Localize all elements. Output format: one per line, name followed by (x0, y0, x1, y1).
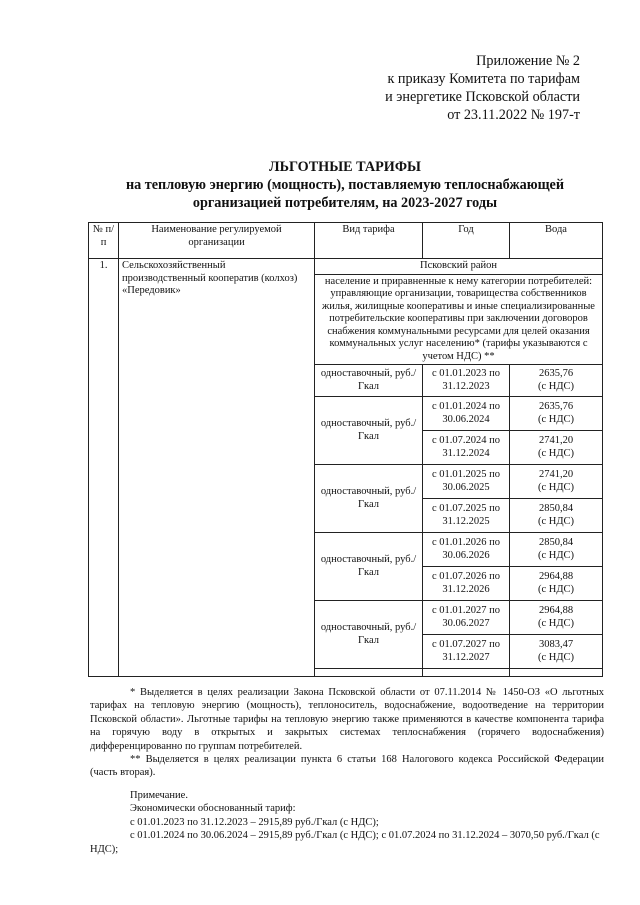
vat-label: (с НДС) (537, 651, 575, 663)
tariff-value: 2850,84 (538, 503, 574, 514)
period-cell: с 01.07.2026 по 31.12.2026 (423, 567, 510, 601)
value-cell (510, 601, 603, 635)
title-line-1: ЛЬГОТНЫЕ ТАРИФЫ (269, 159, 421, 175)
appendix-line-1: Приложение № 2 (476, 53, 580, 69)
table-row (89, 259, 603, 275)
vat-label: (с НДС) (537, 617, 575, 629)
header-type: Вид тарифа (315, 223, 423, 259)
tariff-value: 2635,76 (538, 368, 574, 379)
value-cell (510, 499, 603, 533)
appendix-line-2: к приказу Комитета по тарифам (387, 71, 580, 87)
tariff-value: 2741,20 (538, 469, 574, 480)
value-cell (510, 431, 603, 465)
remark-section (90, 789, 604, 856)
header-water: Вода (510, 223, 603, 259)
tariff-value: 2964,88 (538, 605, 574, 616)
title-line-3: организацией потребителям, на 2023-2027 годы (192, 195, 498, 211)
vat-label: (с НДС) (537, 447, 575, 459)
row-number: 1. (89, 259, 119, 677)
tariff-table (88, 222, 603, 677)
remark-line-2: с 01.01.2023 по 31.12.2023 – 2915,89 руб./Гкал (с НДС); (130, 816, 379, 828)
footnotes (90, 686, 604, 780)
remark-heading: Примечание. (130, 790, 188, 801)
tariff-type-cell: одноставочный, руб./Гкал (315, 465, 423, 533)
value-cell (510, 635, 603, 669)
period-cell: с 01.01.2026 по 30.06.2026 (423, 533, 510, 567)
district-cell: Псковский район (315, 259, 603, 275)
appendix-line-4: от 23.11.2022 № 197-т (447, 107, 580, 123)
tariff-value: 2850,84 (538, 537, 574, 548)
period-cell: с 01.01.2025 по 30.06.2025 (423, 465, 510, 499)
vat-label: (с НДС) (537, 380, 575, 392)
vat-label: (с НДС) (537, 515, 575, 527)
header-num: № п/п (89, 223, 119, 259)
value-cell (510, 397, 603, 431)
title-line-2: на тепловую энергию (мощность), поставляемую теплоснабжающей (125, 177, 565, 193)
footnote-1: * Выделяется в целях реализации Закона Псковской области от 07.11.2014 № 1450-ОЗ «О льготных тарифах на тепловую энергию (мощность), теплоноситель, водоснабжение, водоотведение на территории Псковской области». Льготные тарифы на тепловую энергию также применяются в качестве компонента тарифа на горячую воду в открытых и закрытых системах теплоснабжения (горячего водоснабжения) дифференцированно по группам потребителей. (90, 687, 604, 752)
spacer-cell (315, 669, 423, 677)
period-cell: с 01.01.2027 по 30.06.2027 (423, 601, 510, 635)
vat-label: (с НДС) (537, 583, 575, 595)
tariff-type-cell: одноставочный, руб./Гкал (315, 365, 423, 397)
tariff-value: 2741,20 (538, 435, 574, 446)
appendix-header (330, 52, 580, 124)
value-cell (510, 465, 603, 499)
value-cell (510, 567, 603, 601)
tariff-value: 3083,47 (538, 639, 574, 650)
tariff-value: 2964,88 (538, 571, 574, 582)
tariff-type-cell: одноставочный, руб./Гкал (315, 397, 423, 465)
spacer-cell (510, 669, 603, 677)
vat-label: (с НДС) (537, 413, 575, 425)
consumer-group-cell: население и приравненные к нему категории потребителей: управляющие организации, товарищества собственников жилья, жилищные кооперативы и иные специализированные потребительские кооперативы при заключении договоров снабжения коммунальными ресурсами для целей оказания коммунальных услуг населению* (тарифы указываются с учетом НДС) ** (315, 274, 603, 365)
spacer-cell (423, 669, 510, 677)
vat-label: (с НДС) (537, 549, 575, 561)
remark-line-1: Экономически обоснованный тариф: (130, 803, 296, 815)
tariff-type-cell: одноставочный, руб./Гкал (315, 533, 423, 601)
document-title (90, 158, 600, 212)
vat-label: (с НДС) (537, 481, 575, 493)
table-header-row (89, 223, 603, 259)
value-cell (510, 533, 603, 567)
value-cell (510, 365, 603, 397)
header-year: Год (423, 223, 510, 259)
footnote-2: ** Выделяется в целях реализации пункта 6 статьи 168 Налогового кодекса Российской Федерации (часть вторая). (90, 754, 604, 779)
header-org: Наименование регулируемой организации (119, 223, 315, 259)
period-cell: с 01.01.2024 по 30.06.2024 (423, 397, 510, 431)
period-cell: с 01.07.2027 по 31.12.2027 (423, 635, 510, 669)
tariff-value: 2635,76 (538, 401, 574, 412)
period-cell: с 01.07.2025 по 31.12.2025 (423, 499, 510, 533)
appendix-line-3: и энергетике Псковской области (385, 89, 580, 105)
remark-line-3: с 01.01.2024 по 30.06.2024 – 2915,89 руб./Гкал (с НДС); с 01.07.2024 по 31.12.2024 – 3070,50 руб./Гкал (с НДС); (90, 830, 600, 855)
organization-name: Сельскохозяйственный производственный кооператив (колхоз) «Передовик» (119, 259, 315, 677)
period-cell: с 01.07.2024 по 31.12.2024 (423, 431, 510, 465)
tariff-type-cell: одноставочный, руб./Гкал (315, 601, 423, 669)
period-cell: с 01.01.2023 по 31.12.2023 (423, 365, 510, 397)
